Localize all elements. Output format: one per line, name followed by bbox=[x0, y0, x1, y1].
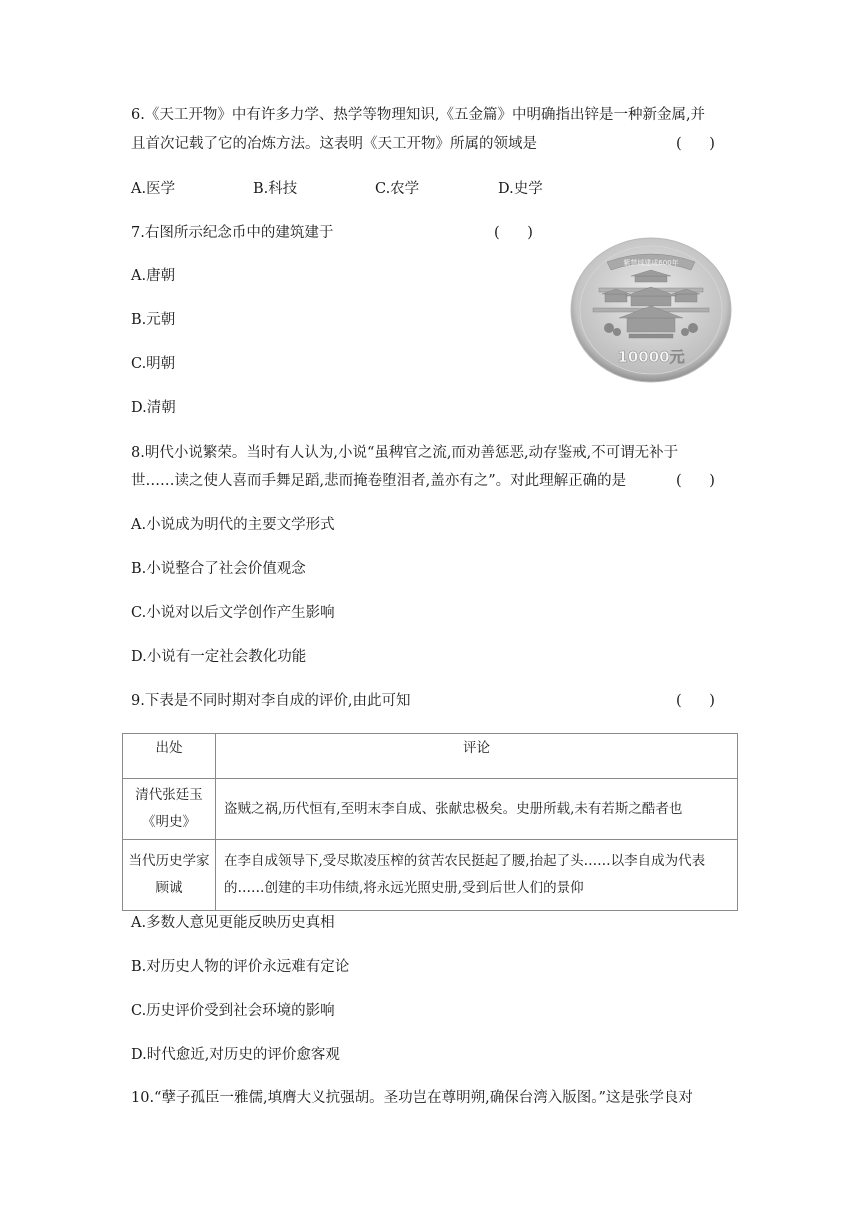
table-cell-source bbox=[123, 779, 216, 840]
table-row bbox=[123, 779, 738, 840]
q9-option-d: D.时代愈近,对历史的评价愈客观 bbox=[131, 1047, 340, 1063]
q6-option-b: B.科技 bbox=[253, 181, 298, 197]
q6-option-c: C.农学 bbox=[375, 181, 420, 197]
table-cell-source bbox=[123, 840, 216, 911]
source-line: 清代张廷玉 bbox=[135, 787, 203, 803]
q8-option-c: C.小说对以后文学创作产生影响 bbox=[131, 605, 335, 621]
q7-stem: 7.右图所示纪念币中的建筑建于 bbox=[131, 225, 334, 241]
q7-answer-bracket: ( ) bbox=[494, 225, 533, 241]
q7-option-a: A.唐朝 bbox=[131, 268, 176, 284]
q8-option-a: A.小说成为明代的主要文学形式 bbox=[131, 517, 335, 533]
source-line: 顾诚 bbox=[155, 880, 183, 896]
q6-stem-line2: 且首次记载了它的冶炼方法。这表明《天工开物》所属的领域是 bbox=[131, 136, 537, 152]
q8-option-b: B.小说整合了社会价值观念 bbox=[131, 561, 306, 577]
table-row bbox=[123, 840, 738, 911]
q9-option-b: B.对历史人物的评价永远难有定论 bbox=[131, 959, 350, 975]
q8-stem-line2: 世……读之使人喜而手舞足蹈,悲而掩卷堕泪者,盖亦有之”。对此理解正确的是 bbox=[131, 473, 627, 489]
q6-stem-line1: 6.《天工开物》中有许多力学、热学等物理知识,《五金篇》中明确指出锌是一种新金属,并 bbox=[131, 107, 706, 123]
q10-stem-line1: 10.“孽子孤臣一雅儒,填膺大义抗强胡。圣功岂在尊明朔,确保台湾入版图。”这是张学良对 bbox=[131, 1090, 693, 1106]
q7-option-b: B.元朝 bbox=[131, 312, 176, 328]
q8-answer-bracket: ( ) bbox=[676, 473, 715, 489]
q8-stem-line1: 8.明代小说繁荣。当时有人认为,小说“虽稗官之流,而劝善惩恶,动存鉴戒,不可谓无补于 bbox=[131, 445, 679, 461]
q7-option-c: C.明朝 bbox=[131, 356, 176, 372]
table-header-source: 出处 bbox=[123, 734, 216, 779]
q9-option-a: A.多数人意见更能反映历史真相 bbox=[131, 915, 335, 931]
table-cell-comment bbox=[216, 779, 738, 840]
comment-line: 盗贼之祸,历代恒有,至明末李自成、张献忠极矣。史册所载,未有若斯之酷者也 bbox=[224, 800, 683, 817]
table-header-row bbox=[123, 734, 738, 779]
source-line: 当代历史学家 bbox=[128, 853, 210, 869]
q9-stem: 9.下表是不同时期对李自成的评价,由此可知 bbox=[131, 693, 411, 709]
q6-option-a: A.医学 bbox=[131, 181, 176, 197]
comment-line: 的……创建的丰功伟绩,将永远光照史册,受到后世人们的景仰 bbox=[224, 880, 584, 896]
table-header-comment: 评论 bbox=[216, 734, 738, 779]
coin-top-text: 紫禁城建成600年 bbox=[623, 259, 679, 267]
q6-answer-bracket: ( ) bbox=[676, 136, 715, 152]
source-line: 《明史》 bbox=[142, 814, 196, 830]
coin-denomination: 10000元 bbox=[617, 348, 685, 366]
table-cell-comment bbox=[216, 840, 738, 911]
evaluation-table bbox=[122, 733, 738, 911]
q7-option-d: D.清朝 bbox=[131, 400, 176, 416]
q9-option-c: C.历史评价受到社会环境的影响 bbox=[131, 1003, 335, 1019]
q9-answer-bracket: ( ) bbox=[676, 693, 715, 709]
q8-option-d: D.小说有一定社会教化功能 bbox=[131, 649, 307, 665]
commemorative-coin-image bbox=[569, 236, 733, 384]
q6-option-d: D.史学 bbox=[498, 181, 543, 197]
comment-line: 在李自成领导下,受尽欺凌压榨的贫苦农民挺起了腰,抬起了头……以李自成为代表 bbox=[224, 853, 706, 869]
